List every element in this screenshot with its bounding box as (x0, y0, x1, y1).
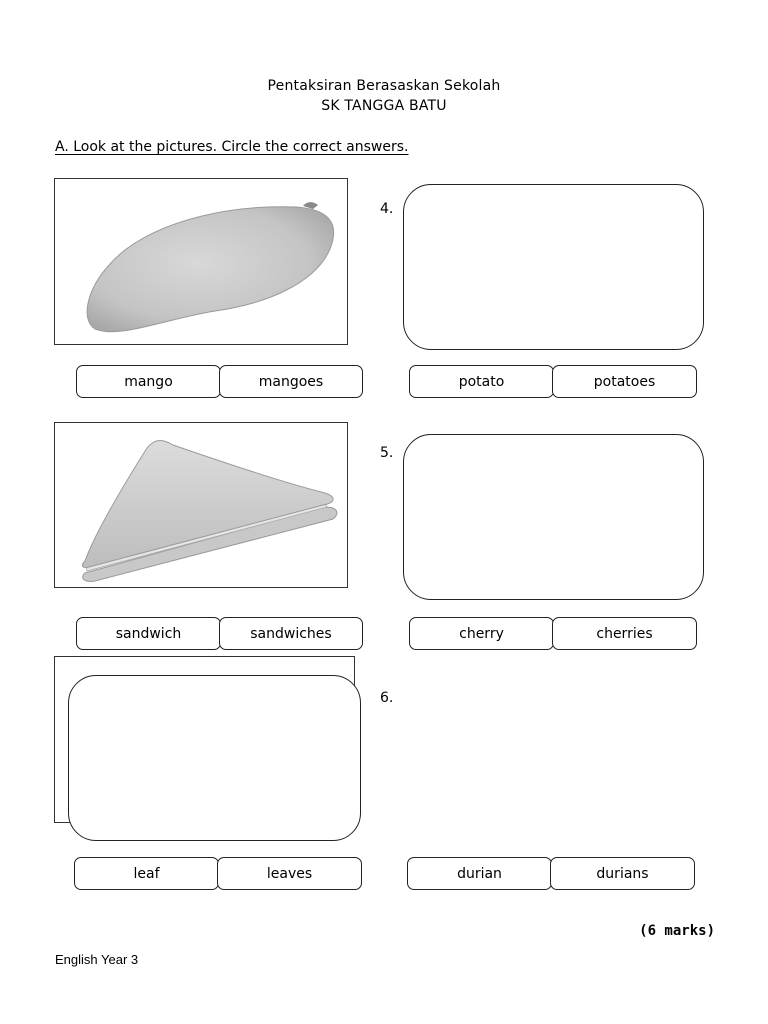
option-sandwiches[interactable]: sandwiches (219, 617, 363, 650)
option-leaf[interactable]: leaf (74, 857, 219, 890)
total-marks: (6 marks) (639, 923, 715, 939)
question-number-5: 5. (380, 445, 394, 461)
mango-picture-frame (54, 178, 348, 345)
option-cherries[interactable]: cherries (552, 617, 697, 650)
option-sandwich[interactable]: sandwich (76, 617, 221, 650)
school-assessment-title: Pentaksiran Berasaskan Sekolah (267, 78, 501, 94)
option-durians[interactable]: durians (550, 857, 695, 890)
option-potato[interactable]: potato (409, 365, 554, 398)
question-number-4: 4. (380, 201, 394, 217)
option-mangoes[interactable]: mangoes (219, 365, 363, 398)
question-number-6: 6. (380, 690, 394, 706)
school-name: SK TANGGA BATU (321, 98, 447, 114)
sandwich-picture-frame (54, 422, 348, 588)
option-cherry[interactable]: cherry (409, 617, 554, 650)
option-mango[interactable]: mango (76, 365, 221, 398)
picture-box-4 (403, 184, 704, 350)
option-durian[interactable]: durian (407, 857, 552, 890)
option-potatoes[interactable]: potatoes (552, 365, 697, 398)
sandwich-icon (55, 423, 346, 586)
picture-box-leaf (68, 675, 361, 841)
mango-icon (55, 179, 346, 343)
page-footer: English Year 3 (55, 952, 139, 967)
section-instruction: A. Look at the pictures. Circle the correct answers. (55, 139, 409, 155)
option-leaves[interactable]: leaves (217, 857, 362, 890)
picture-box-5 (403, 434, 704, 600)
